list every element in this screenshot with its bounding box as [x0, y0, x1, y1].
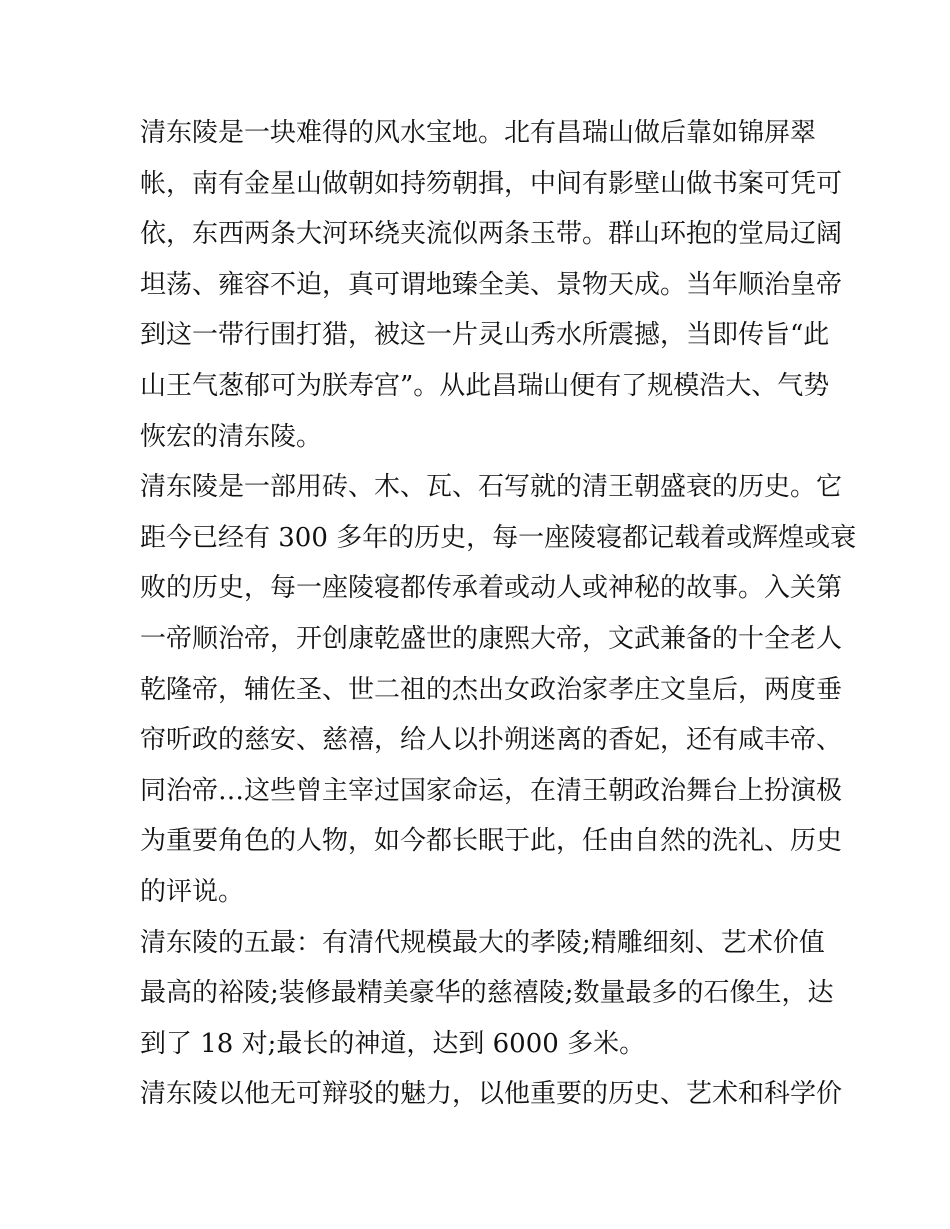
text-line: 同治帝…这些曾主宰过国家命运，在清王朝政治舞台上扮演极 [140, 775, 843, 806]
text-line: 一帝顺治帝，开创康乾盛世的康熙大帝，文武兼备的十全老人 [140, 623, 843, 654]
text-line: 帘听政的慈安、慈禧，给人以扑朔迷离的香妃，还有咸丰帝、 [140, 725, 843, 756]
text-line: 帐，南有金星山做朝如持笏朝揖，中间有影壁山做书案可凭可 [140, 168, 843, 199]
text-line: 到了 18 对;最长的神道，达到 6000 多米。 [140, 1028, 646, 1059]
text-line: 恢宏的清东陵。 [140, 421, 323, 452]
document-body [140, 108, 857, 1120]
text-line: 为重要角色的人物，如今都长眠于此，任由自然的洗礼、历史 [140, 826, 843, 857]
text-line: 清东陵是一部用砖、木、瓦、石写就的清王朝盛衰的历史。它 [140, 472, 843, 503]
text-line: 山王气葱郁可为朕寿宫”。从此昌瑞山便有了规模浩大、气势 [140, 370, 830, 401]
paragraph-2 [140, 462, 857, 917]
text-line: 清东陵的五最：有清代规模最大的孝陵;精雕细刻、艺术价值 [140, 927, 825, 958]
text-line: 距今已经有 300 多年的历史，每一座陵寝都记载着或辉煌或衰 [140, 522, 857, 553]
text-line: 到这一带行围打猎，被这一片灵山秀水所震撼，当即传旨“此 [140, 320, 830, 351]
paragraph-4 [140, 1069, 843, 1120]
paragraph-3 [140, 918, 834, 1070]
paragraph-1 [140, 108, 843, 462]
text-line: 坦荡、雍容不迫，真可谓地臻全美、景物天成。当年顺治皇帝 [140, 269, 843, 300]
text-line: 败的历史，每一座陵寝都传承着或动人或神秘的故事。入关第 [140, 573, 843, 604]
text-line: 清东陵以他无可辩驳的魅力，以他重要的历史、艺术和科学价 [140, 1079, 843, 1110]
text-line: 清东陵是一块难得的风水宝地。北有昌瑞山做后靠如锦屏翠 [140, 118, 817, 148]
text-line: 的评说。 [140, 876, 245, 907]
text-line: 依，东西两条大河环绕夹流似两条玉带。群山环抱的堂局辽阔 [140, 219, 843, 250]
text-line: 乾隆帝，辅佐圣、世二祖的杰出女政治家孝庄文皇后，两度垂 [140, 674, 843, 705]
text-line: 最高的裕陵;装修最精美豪华的慈禧陵;数量最多的石像生，达 [140, 978, 834, 1009]
